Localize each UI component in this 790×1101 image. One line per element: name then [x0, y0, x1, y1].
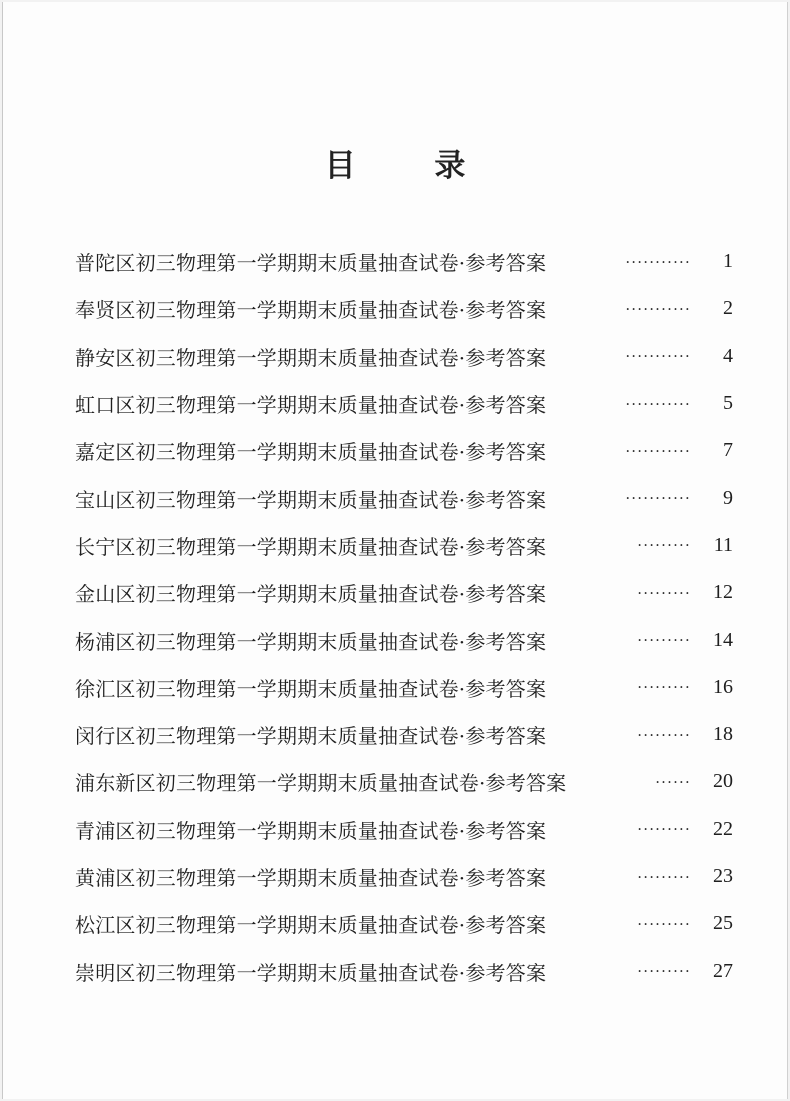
toc-entry-title: 奉贤区初三物理第一学期期末质量抽查试卷·参考答案: [75, 298, 547, 323]
toc-entry[interactable]: [75, 333, 733, 380]
toc-leader-dots: ···········: [625, 252, 691, 271]
toc-page-number: 12: [713, 581, 733, 604]
toc-leader-dots: ·········: [637, 914, 691, 933]
toc-entry[interactable]: [75, 664, 733, 711]
toc-entry-title: 长宁区初三物理第一学期期末质量抽查试卷·参考答案: [75, 534, 547, 559]
toc-leader-dots: ···········: [625, 489, 691, 508]
toc-page-number: 9: [723, 486, 733, 509]
toc-page-number: 22: [713, 817, 733, 840]
toc-page-number: 18: [713, 723, 733, 746]
toc-entry[interactable]: [75, 238, 733, 285]
toc-entry-title: 崇明区初三物理第一学期期末质量抽查试卷·参考答案: [75, 960, 547, 985]
table-of-contents: [75, 238, 733, 995]
toc-entry[interactable]: [75, 616, 733, 663]
toc-leader-dots: ·········: [637, 725, 691, 744]
toc-leader-dots: ···········: [625, 394, 691, 413]
toc-page-number: 23: [713, 865, 733, 887]
toc-leader-dots: ···········: [625, 299, 691, 318]
toc-entry-title: 嘉定区初三物理第一学期期末质量抽查试卷·参考答案: [75, 440, 547, 465]
toc-entry[interactable]: [75, 900, 733, 947]
toc-entry[interactable]: [75, 569, 733, 616]
toc-entry-title: 静安区初三物理第一学期期末质量抽查试卷·参考答案: [75, 345, 547, 370]
page-title: 目 录: [324, 148, 500, 184]
toc-page-number: 16: [713, 675, 733, 698]
toc-entry[interactable]: [75, 474, 733, 521]
toc-leader-dots: ·········: [637, 631, 691, 650]
toc-leader-dots: ·········: [637, 536, 691, 555]
toc-page-number: 2: [723, 297, 733, 320]
toc-entry-title: 黄浦区初三物理第一学期期末质量抽查试卷·参考答案: [75, 866, 547, 890]
toc-page-number: 7: [723, 439, 733, 462]
toc-entry-title: 闵行区初三物理第一学期期末质量抽查试卷·参考答案: [75, 724, 547, 749]
toc-entry[interactable]: [75, 758, 733, 805]
toc-entry-title: 宝山区初三物理第一学期期末质量抽查试卷·参考答案: [75, 487, 547, 512]
toc-page-number: 11: [713, 533, 733, 556]
toc-leader-dots: ·········: [637, 678, 691, 697]
toc-entry[interactable]: [75, 711, 733, 758]
toc-page-number: 25: [713, 912, 733, 935]
toc-entry[interactable]: [75, 427, 733, 474]
toc-entry[interactable]: [75, 522, 733, 569]
toc-entry-title: 虹口区初三物理第一学期期末质量抽查试卷·参考答案: [75, 393, 547, 418]
toc-leader-dots: ·········: [637, 583, 691, 602]
toc-entry-title: 松江区初三物理第一学期期末质量抽查试卷·参考答案: [75, 913, 547, 938]
toc-leader-dots: ···········: [625, 347, 691, 366]
toc-leader-dots: ······: [655, 772, 691, 791]
toc-entry[interactable]: [75, 947, 733, 994]
toc-entry[interactable]: [75, 853, 733, 900]
toc-entry[interactable]: [75, 285, 733, 332]
toc-page-number: 5: [723, 392, 733, 415]
toc-leader-dots: ·········: [637, 820, 691, 839]
toc-entry-title: 金山区初三物理第一学期期末质量抽查试卷·参考答案: [75, 582, 547, 607]
toc-page-number: 27: [713, 959, 733, 982]
toc-page-number: 1: [723, 250, 733, 273]
toc-entry-title: 杨浦区初三物理第一学期期末质量抽查试卷·参考答案: [75, 629, 547, 654]
toc-entry-title: 普陀区初三物理第一学期期末质量抽查试卷·参考答案: [75, 251, 547, 276]
toc-entry-title: 徐汇区初三物理第一学期期末质量抽查试卷·参考答案: [75, 676, 547, 701]
toc-entry-title: 浦东新区初三物理第一学期期末质量抽查试卷·参考答案: [75, 771, 567, 796]
toc-entry[interactable]: [75, 806, 733, 853]
toc-leader-dots: ···········: [625, 441, 691, 460]
toc-leader-dots: ·········: [637, 962, 691, 981]
document-page: [2, 2, 788, 1099]
toc-entry-title: 青浦区初三物理第一学期期末质量抽查试卷·参考答案: [75, 818, 547, 843]
toc-page-number: 4: [723, 344, 733, 367]
toc-entry[interactable]: [75, 380, 733, 427]
toc-page-number: 14: [713, 628, 733, 651]
toc-page-number: 20: [713, 770, 733, 793]
toc-leader-dots: ·········: [637, 867, 691, 886]
